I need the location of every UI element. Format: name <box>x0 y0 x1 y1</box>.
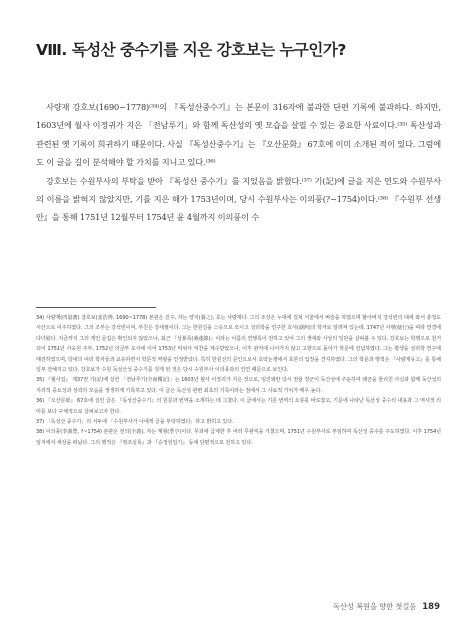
body-paragraph: 강호보는 수원부사의 부탁을 받아 『독성산 중수기』를 지었음을 밝혔다.⁽³⁷⁾ 기(記)에 글을 지은 연도와 수원부사의 이름을 밝혀지 않았지만, 기를 지은 해가 1753년이며, 당시 수원부사는 이의풍(?~1754)이다.⁽³⁸⁾ 『수원부 선생안』을 통해 1751년 12월부터 1754년 윤 4월까지 이의풍이 수 <box>36 175 441 223</box>
section-heading: Ⅷ. 독성산 중수기를 지은 강호보는 누구인가? <box>36 41 346 59</box>
footnote: 38) 이의풍(李義豊, ?~1754) 본관은 전의(全義), 자는 계형(季亨)이다. 무과에 급제한 후 여러 무관직을 거쳤으며, 1751년 수원부사로 부임하여 독산성 중수를 주도하였다. 이후 1754년 임지에서 세상을 떠났다. 그의 행적은 『영조실록』과 『승정원일기』 등에 단편적으로 전하고 있다. <box>36 429 441 446</box>
footnote-divider <box>36 307 156 308</box>
page-footer <box>300 602 440 614</box>
body-paragraph: 사량재 강호보(1690~1778)⁽³⁴⁾의 『독성산중수기』는 본문이 316자에 불과한 단편 기록에 불과하다. 하지만, 1603년에 월사 이정귀가 지은 「전남루기」와 함께 독산성의 옛 모습을 살필 수 있는 중요한 사료이다.⁽³⁵⁾ 독산성과 관련된 옛 기록이 희귀하기 때문이다. 사실 『독성산중수기』는 『오산문화』 67호에 이미 소개된 적이 있다. 그럼에도 이 글을 길이 분석해야 할 가치를 지니고 있다.⁽³⁶⁾ <box>36 102 441 168</box>
footnote: 37) 「독성산 중수기」의 서두에 「수원부사가 나에게 글을 부탁하였다」라고 밝히고 있다. <box>36 419 234 426</box>
body-text <box>36 98 441 227</box>
page-number: 189 <box>422 602 440 612</box>
footnote: 36) 『오산문화』 67호에 실린 글은 『독성산중수기』의 원문과 번역을 소개하는 데 그쳤다. 이 글에서는 기존 번역의 오류를 바로잡고, 기문에 나타난 독산성 중수의 내용과 그 역사적 의미를 보다 구체적으로 살펴보고자 한다. <box>36 398 441 415</box>
running-title: 독산성 복원을 향한 첫걸음 <box>333 602 417 611</box>
footnote: 35) 『월사집』 제37권 기(記)에 실린 「전남루기(全南樓記)」는 1603년 월사 이정귀가 지은 것으로, 임진왜란 당시 권율 장군이 독산성에 주둔하여 왜군을 물리친 사실과 함께 독산성의 지리적 중요성과 성곽의 모습을 생생하게 기록하고 있다. 이 글은 독산성 관련 최초의 기록이라는 점에서 그 사료적 가치가 매우 높다. <box>36 377 441 394</box>
footnotes <box>36 313 441 448</box>
footnote: 34) 사량재(四量齋) 강호보(姜浩溥, 1690~1778) 본관은 진주, 자는 양지(養之), 호는 사량재다. 그의 조상은 누대에 걸쳐 서울에서 벼슬을 하였으며 할아버지 강석빈의 대에 와서 충청도 서산으로 이주하였다. 그의 조부는 강석빈이며, 부친은 강세필이다. 그는 한원진을 스승으로 모시고 성리학을 연구한 호서(湖西)의 학자로 알려져 있는데, 1747년 사행(使行)을 따라 연경에 다녀왔다. 지금까지 그의 개인 문집은 확인되지 않았으나, 최근 『상봉록(桑蓬錄)』이라는 이름의 연행록이 전하고 있어 그의 생애와 사상의 일단을 살펴볼 수 있다. 강호보는 학행으로 천거되어 1751년 사옹원 주부, 1752년 의금부 도사에 이어 1753년 익위사 익찬을 제수받았으나, 이후 관직에 나아가지 않고 고향으로 돌아가 학문에 전념하였다. 그는 평생을 성리학 연구에 매진하였으며, 당대의 여러 학자들과 교유하면서 학문적 역량을 인정받았다. 특히 한원진의 문인으로서 호락논쟁에서 호론의 입장을 견지하였다. 그의 학문과 행적은 『사량재유고』를 통해 일부 전해지고 있다. 강호보가 수원 독성산성 중수기를 짓게 된 것은 당시 수원부사 이의풍과의 인연 때문으로 보인다. <box>36 315 441 374</box>
